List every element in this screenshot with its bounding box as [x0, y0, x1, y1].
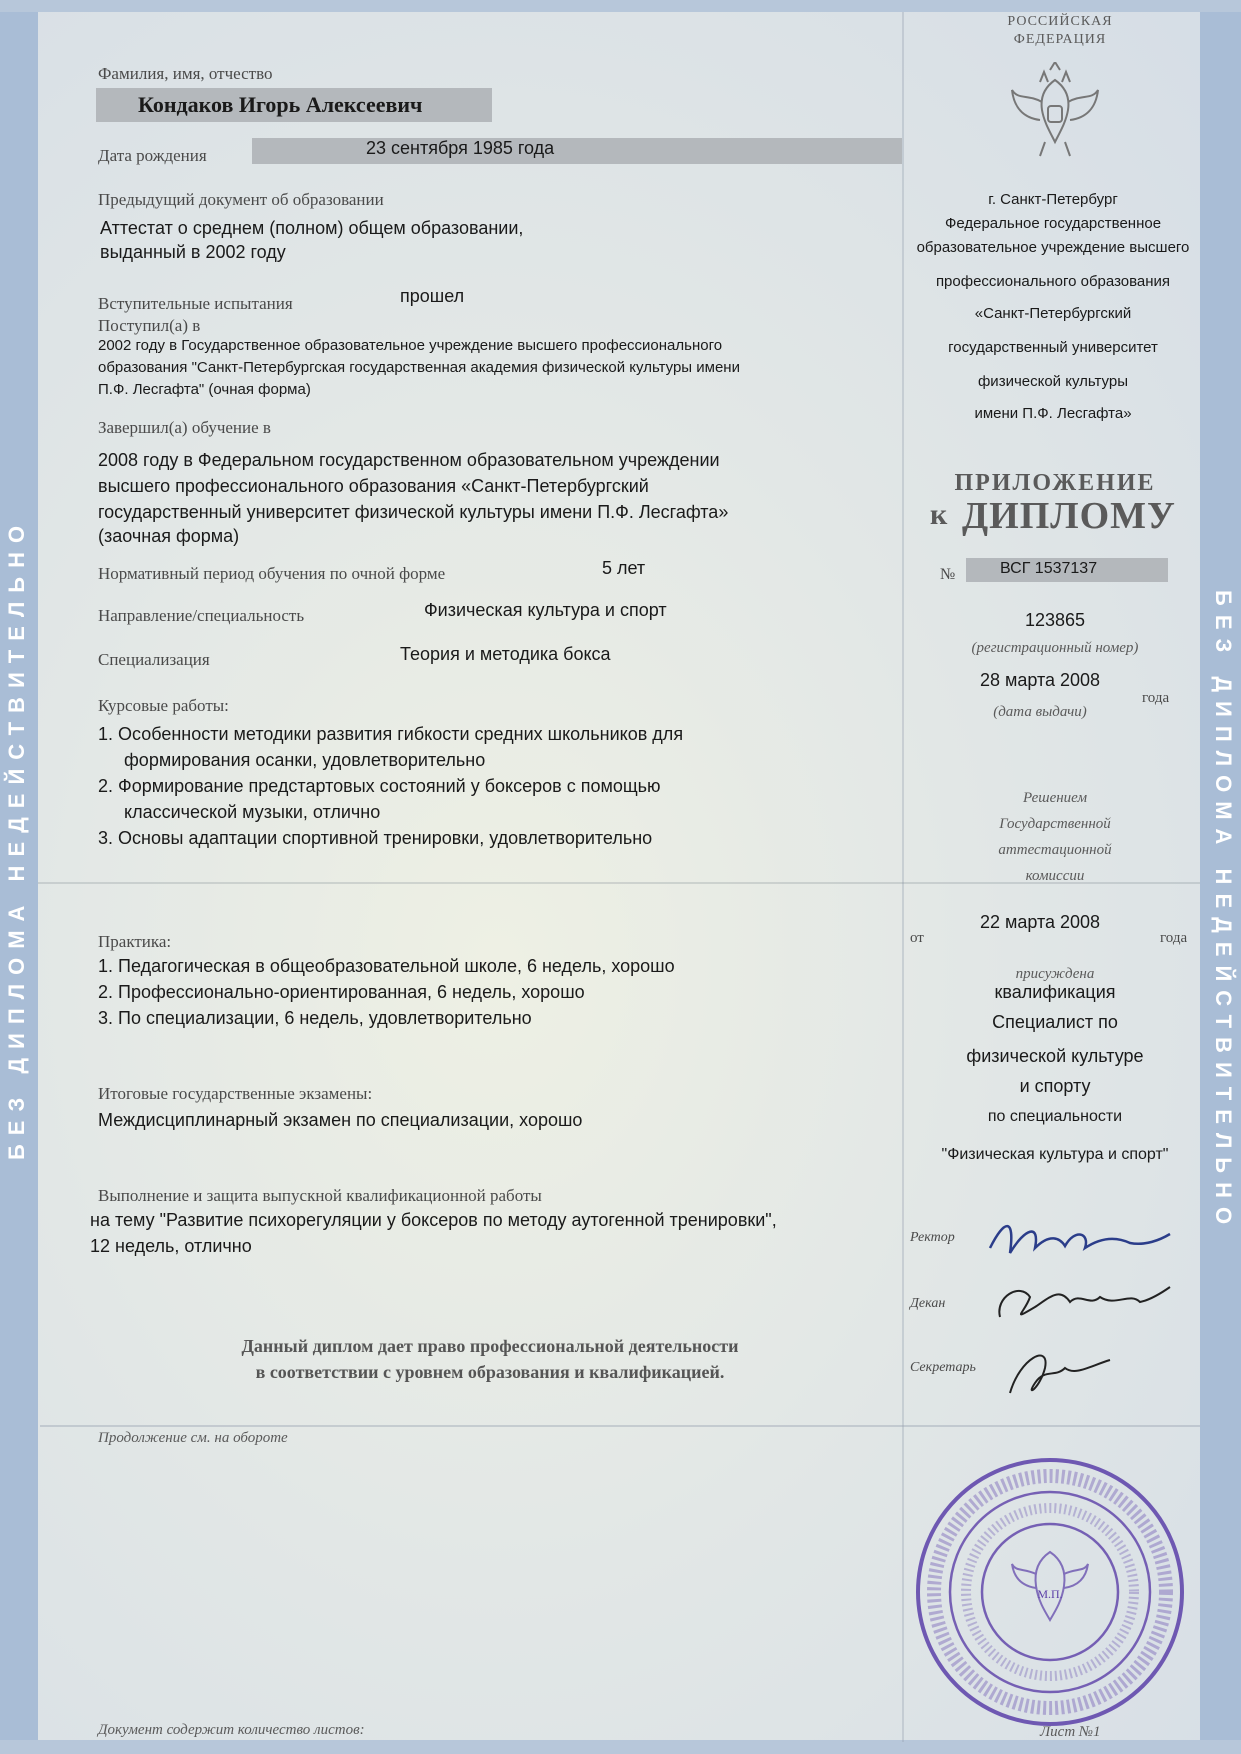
prev-doc-label: Предыдущий документ об образовании: [98, 190, 384, 209]
side-warning-right: БЕЗ ДИПЛОМА НЕДЕЙСТВИТЕЛЬНО: [1211, 590, 1236, 1234]
sheet-number: Лист №1: [1040, 1724, 1101, 1740]
period-label: Нормативный период обучения по очной форме: [98, 564, 446, 583]
coursework-3: 3. Основы адаптации спортивной тренировки, удовлетворительно: [98, 828, 653, 848]
qualification-1: Специалист по: [992, 1012, 1118, 1032]
qualification-label: квалификация: [994, 982, 1116, 1002]
top-strip: [0, 0, 1241, 12]
from-label: от: [910, 930, 924, 946]
decision-1: Решением: [1022, 790, 1088, 806]
dean-signature: [990, 1272, 1180, 1332]
enrolled-line2: образования "Санкт-Петербургская государственная академия физической культуры имени: [98, 359, 740, 376]
continued-note: Продолжение см. на обороте: [98, 1430, 288, 1446]
institution-5: государственный университет: [948, 339, 1158, 356]
coursework-1a: 1. Особенности методики развития гибкости средних школьников для: [98, 724, 684, 744]
direction-label: Направление/специальность: [98, 606, 305, 625]
enrolled-label: Поступил(а) в: [98, 316, 201, 335]
secretary-signature: [990, 1338, 1140, 1408]
secretary-label: Секретарь: [910, 1360, 976, 1375]
appendix-title-diploma: ДИПЛОМУ: [962, 495, 1176, 537]
specialization-label: Специализация: [98, 650, 210, 669]
prev-doc-line2: выданный в 2002 году: [100, 242, 286, 262]
coursework-label: Курсовые работы:: [98, 696, 229, 715]
official-stamp: [910, 1452, 1190, 1732]
entrance-value: прошел: [400, 286, 465, 306]
thesis-line1: на тему "Развитие психорегуляции у боксеров по методу аутогенной тренировки",: [90, 1210, 777, 1230]
country-line1: РОССИЙСКАЯ: [1007, 14, 1113, 29]
exams-value: Междисциплинарный экзамен по специализации, хорошо: [98, 1110, 583, 1130]
birth-shade: [252, 138, 902, 164]
bottom-strip: [0, 1740, 1241, 1754]
decision-3: аттестационной: [998, 842, 1112, 858]
specialization-value: Теория и методика бокса: [400, 644, 611, 664]
completed-line3: государственный университет физической культуры имени П.Ф. Лесгафта»: [98, 502, 729, 522]
entrance-label: Вступительные испытания: [98, 294, 293, 313]
full-name-label: Фамилия, имя, отчество: [98, 64, 273, 83]
decision-4: комиссии: [1025, 868, 1085, 884]
institution-6: физической культуры: [977, 373, 1129, 390]
appendix-title: ПРИЛОЖЕНИЕ: [954, 470, 1156, 496]
practice-label: Практика:: [98, 932, 172, 951]
practice-2: 2. Профессионально-ориентированная, 6 недель, хорошо: [98, 982, 585, 1002]
awarded: присуждена: [1015, 966, 1095, 982]
direction-value: Физическая культура и спорт: [424, 600, 667, 620]
commission-suffix: года: [1160, 930, 1188, 946]
coursework-2b: классической музыки, отлично: [124, 802, 381, 822]
bottom-section-divider: [40, 1425, 1200, 1427]
completed-line1: 2008 году в Федеральном государственном образовательном учреждении: [98, 450, 720, 470]
practice-3: 3. По специализации, 6 недель, удовлетворительно: [98, 1008, 532, 1028]
issue-caption: (дата выдачи): [993, 704, 1087, 720]
number-sign: №: [940, 566, 956, 583]
issue-date: 28 марта 2008: [979, 670, 1101, 690]
issue-suffix: года: [1142, 690, 1170, 706]
side-warning-left: БЕЗ ДИПЛОМА НЕДЕЙСТВИТЕЛЬНО: [4, 516, 29, 1160]
enrolled-line3: П.Ф. Лесгафта" (очная форма): [98, 381, 311, 398]
completed-line2: высшего профессионального образования «Санкт-Петербургский: [98, 476, 649, 496]
institution-2: образовательное учреждение высшего: [916, 239, 1190, 256]
rector-signature: [980, 1208, 1180, 1268]
full-name: Кондаков Игорь Алексеевич: [138, 92, 423, 117]
coursework-2a: 2. Формирование предстартовых состояний у боксеров с помощью: [98, 776, 661, 796]
completed-line4: (заочная форма): [98, 526, 240, 546]
birth-date-label: Дата рождения: [98, 146, 207, 165]
appendix-title-to: к: [930, 498, 948, 531]
rights-line2: в соответствии с уровнем образования и квалификацией.: [255, 1362, 725, 1382]
country-line2: ФЕДЕРАЦИЯ: [1013, 32, 1107, 47]
stamp-mp: М.П.: [1037, 1587, 1063, 1601]
qualification-3: и спорту: [1019, 1076, 1091, 1096]
rector-label: Ректор: [910, 1230, 955, 1245]
thesis-line2: 12 недель, отлично: [90, 1236, 252, 1256]
dean-label: Декан: [910, 1296, 946, 1311]
birth-date: 23 сентября 1985 года: [366, 138, 555, 158]
coursework-1b: формирования осанки, удовлетворительно: [124, 750, 486, 770]
enrolled-line1: 2002 году в Государственное образовательное учреждение высшего профессионального: [98, 337, 723, 354]
coat-of-arms-icon: [1000, 62, 1110, 162]
rights-line1: Данный диплом дает право профессиональной деятельности: [241, 1336, 739, 1356]
reg-caption: (регистрационный номер): [971, 640, 1139, 656]
prev-doc-line1: Аттестат о среднем (полном) общем образовании,: [100, 218, 524, 238]
institution-4: «Санкт-Петербургский: [974, 305, 1132, 322]
commission-date: 22 марта 2008: [979, 912, 1101, 932]
qualification-2: физической культуре: [966, 1046, 1144, 1066]
exams-label: Итоговые государственные экзамены:: [98, 1084, 373, 1103]
institution-3: профессионального образования: [935, 273, 1171, 290]
city: г. Санкт-Петербург: [988, 191, 1118, 208]
column-divider: [902, 12, 904, 1742]
practice-1: 1. Педагогическая в общеобразовательной школе, 6 недель, хорошо: [98, 956, 675, 976]
by-specialty: по специальности: [987, 1108, 1123, 1125]
decision-2: Государственной: [999, 816, 1111, 832]
reg-number: 123865: [1024, 610, 1086, 630]
period-value: 5 лет: [602, 558, 646, 578]
thesis-label: Выполнение и защита выпускной квалификационной работы: [98, 1186, 542, 1205]
institution-7: имени П.Ф. Лесгафта»: [974, 405, 1132, 422]
completed-label: Завершил(а) обучение в: [98, 418, 271, 437]
institution-1: Федеральное государственное: [944, 215, 1162, 232]
diploma-number: ВСГ 1537137: [1000, 560, 1098, 577]
sheets-label: Документ содержит количество листов:: [98, 1722, 365, 1738]
specialty: "Физическая культура и спорт": [941, 1146, 1169, 1163]
